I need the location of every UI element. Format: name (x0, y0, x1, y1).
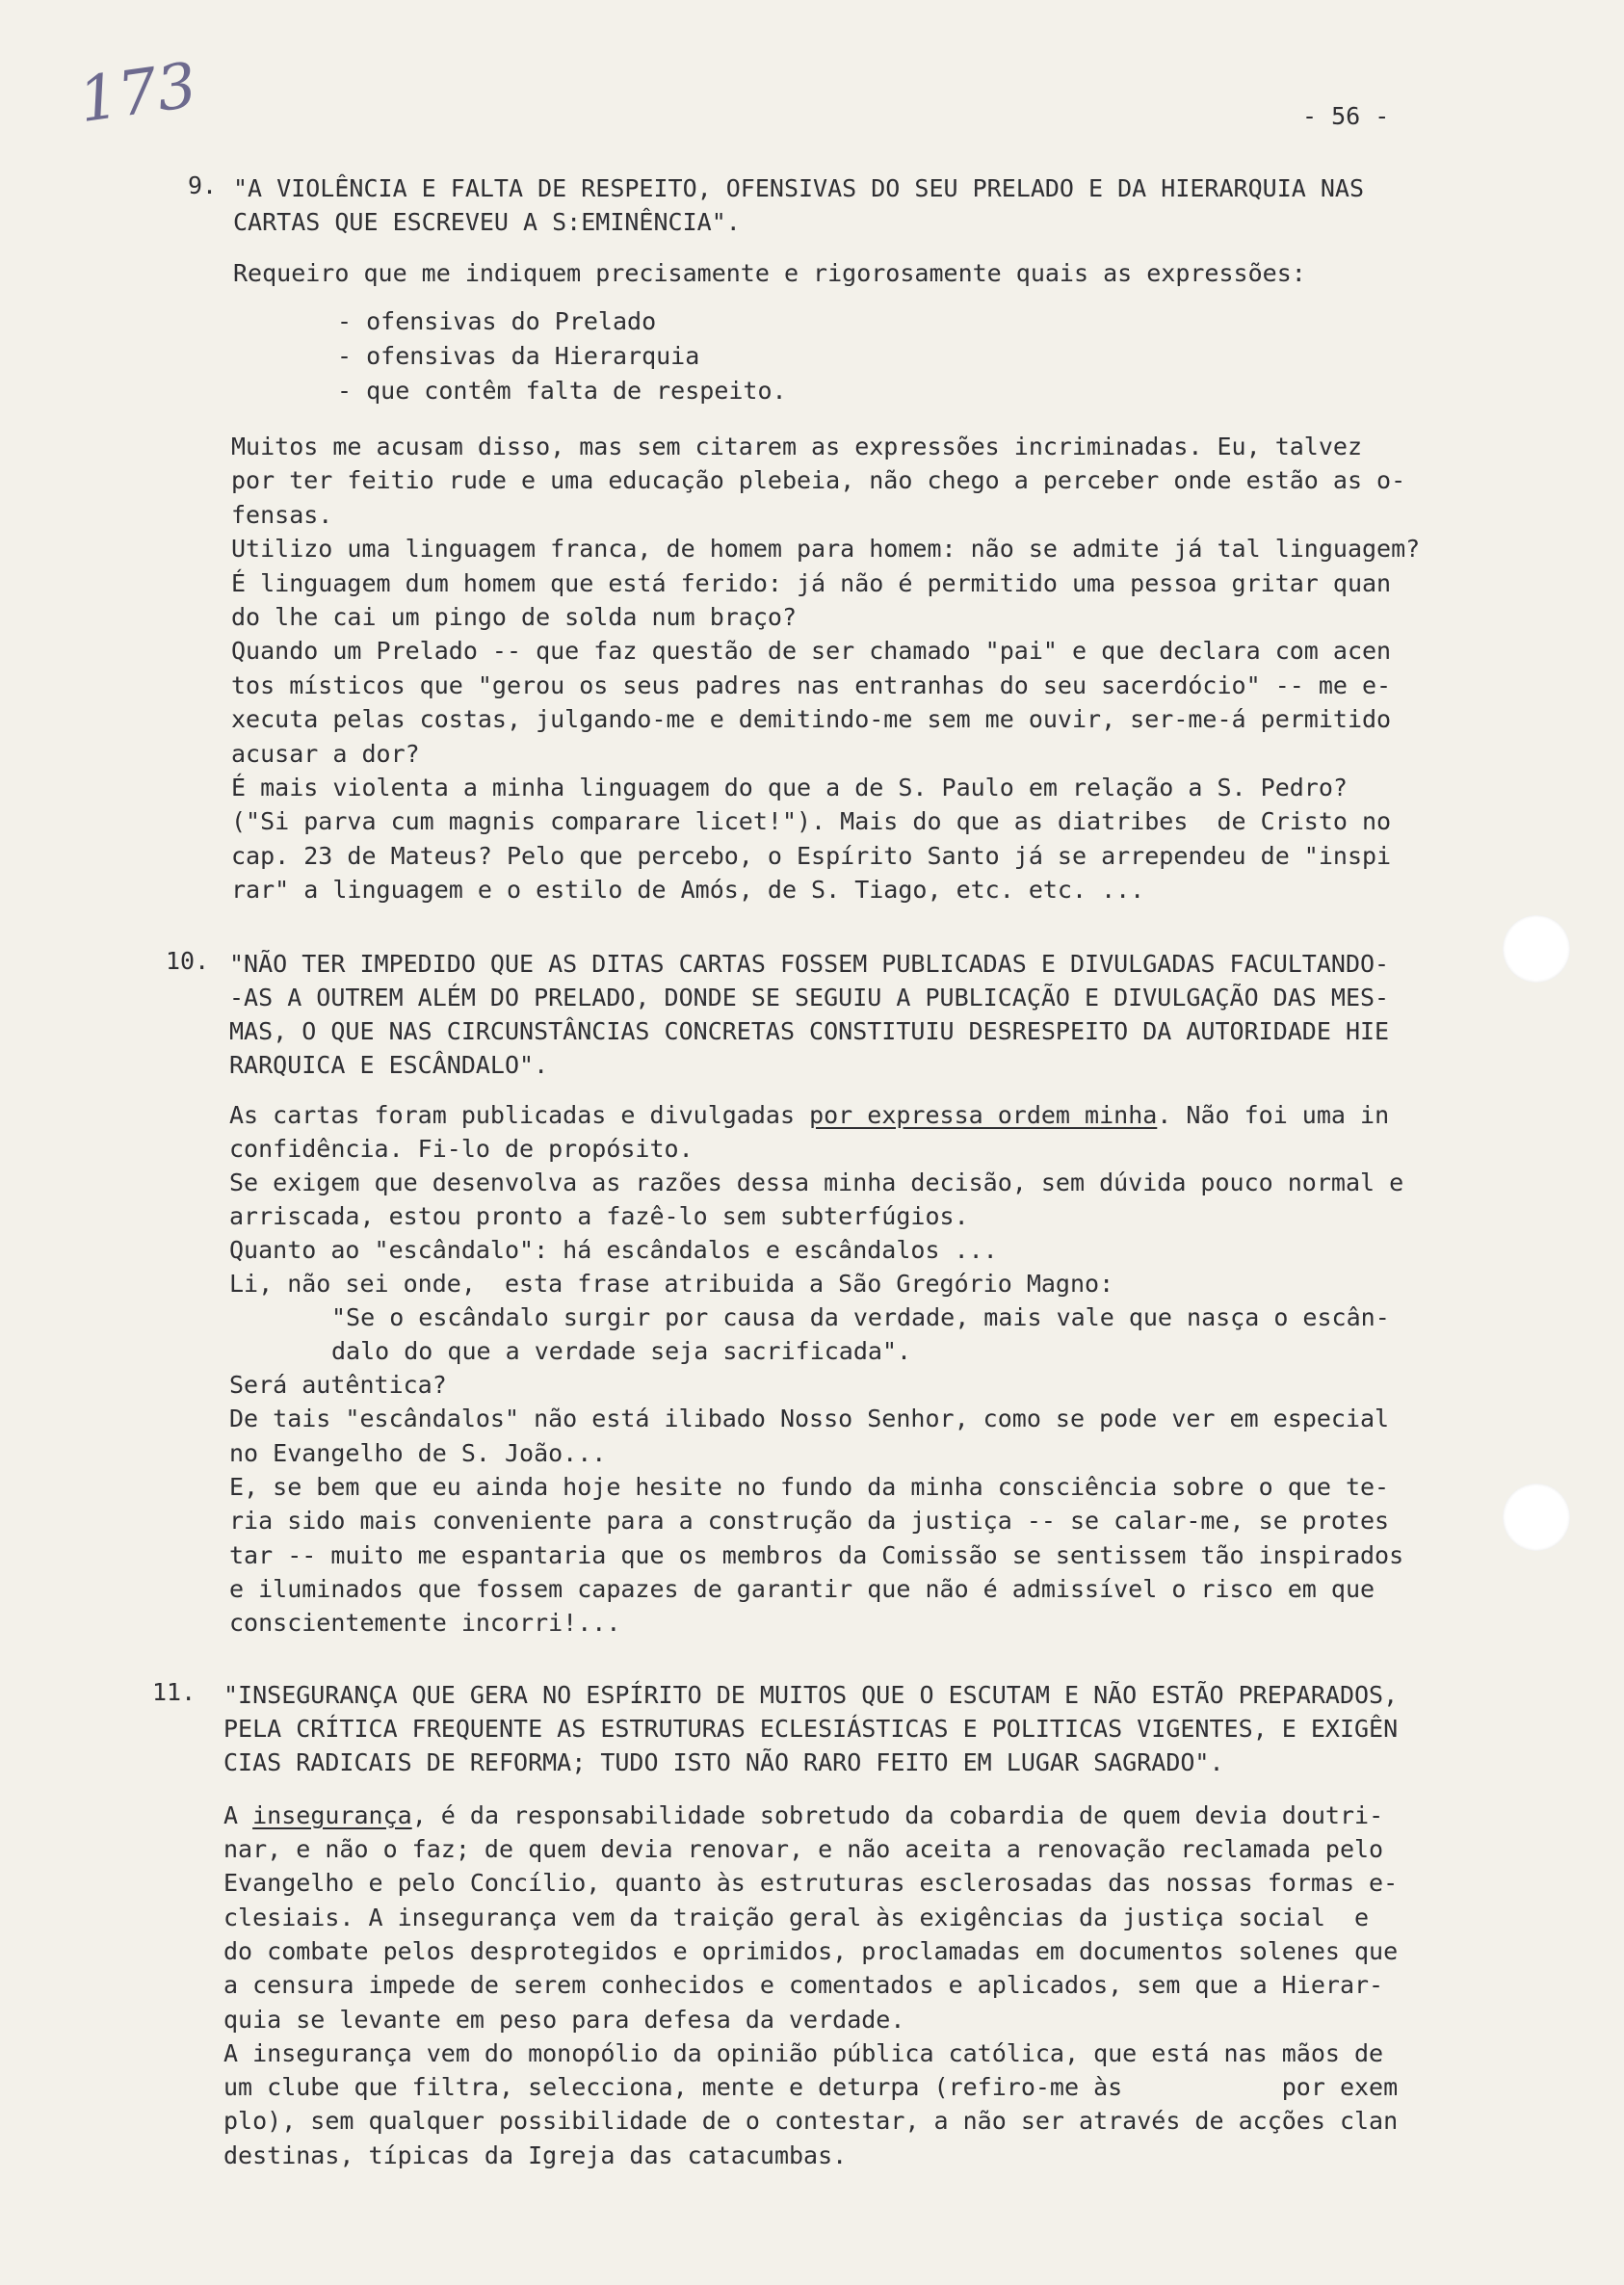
list-item: - ofensivas do Prelado (337, 307, 657, 335)
paragraph-line: acusar a dor? (231, 739, 420, 768)
paragraph-line: tar -- muito me espantaria que os membros da Comissão se sentissem tão inspirados (229, 1540, 1404, 1569)
section-heading-line: MAS, O QUE NAS CIRCUNSTÂNCIAS CONCRETAS CONSTITUIU DESRESPEITO DA AUTORIDADE HIE (229, 1017, 1390, 1045)
paragraph-line: confidência. Fi-lo de propósito. (229, 1135, 694, 1163)
paragraph-line: arriscada, estou pronto a fazê-lo sem subterfúgios. (229, 1202, 969, 1230)
paragraph-line: A insegurança vem do monopólio da opinião pública católica, que está nas mãos de (223, 2038, 1384, 2067)
paragraph-line: nar, e não o faz; de quem devia renovar, e não aceita a renovação reclamada pelo (223, 1835, 1384, 1863)
section-heading-line: RARQUICA E ESCÂNDALO". (229, 1051, 549, 1079)
list-item: - ofensivas da Hierarquia (337, 342, 700, 370)
quote-line: dalo do que a verdade seja sacrificada". (331, 1337, 912, 1365)
section-heading-line: "INSEGURANÇA QUE GERA NO ESPÍRITO DE MUITOS QUE O ESCUTAM E NÃO ESTÃO PREPARADOS, (223, 1681, 1399, 1709)
section-heading-line: CARTAS QUE ESCREVEU A S:EMINÊNCIA". (233, 208, 741, 236)
quote-line: "Se o escândalo surgir por causa da verdade, mais vale que nasça o escân- (331, 1303, 1390, 1331)
section-heading-line: CIAS RADICAIS DE REFORMA; TUDO ISTO NÃO RARO FEITO EM LUGAR SAGRADO". (223, 1748, 1224, 1776)
underlined-word: insegurança (252, 1801, 412, 1829)
paragraph-line: É linguagem dum homem que está ferido: já não é permitido uma pessoa gritar quan (231, 568, 1392, 597)
paragraph-line: Li, não sei onde, esta frase atribuida a São Gregório Magno: (229, 1270, 1114, 1298)
paragraph-line: Se exigem que desenvolva as razões dessa minha decisão, sem dúvida pouco normal e (229, 1169, 1404, 1196)
section-heading-line: "NÃO TER IMPEDIDO QUE AS DITAS CARTAS FOSSEM PUBLICADAS E DIVULGADAS FACULTANDO- (229, 950, 1390, 978)
punch-hole (1503, 915, 1570, 983)
section-heading-line: "A VIOLÊNCIA E FALTA DE RESPEITO, OFENSIVAS DO SEU PRELADO E DA HIERARQUIA NAS (233, 174, 1364, 202)
page-number: - 56 - (1302, 102, 1390, 130)
paragraph-line: clesiais. A insegurança vem da traição geral às exigências da justiça social e (223, 1903, 1370, 1931)
document-page: 173 - 56 - 9. "A VIOLÊNCIA E FALTA DE RESPEITO, OFENSIVAS DO SEU PRELADO E DA HIERARQUIA NAS CARTAS QUE ESCREVEU A S:EMINÊNCIA". Requeiro que me indiquem precisamente e rigorosamente quais as expressões: - ofensivas do Prelado - ofensivas da Hierarquia - que contêm falta de respeito. Muitos me acusam disso, mas sem citarem as expressões incriminadas. Eu, talvez por ter feitio rude e uma educação plebeia, não chego a perceber onde estão as o- fensas. Utilizo uma linguagem franca, de homem para homem: não se admite já tal linguagem? É linguagem dum homem que está ferido: já não é permitido uma pessoa gritar quan do lhe cai um pingo de solda num braço? Quando um Prelado -- que faz questão de ser chamado "pai" e que declara com acen tos místicos que "gerou os seus padres nas entranhas do seu sacerdócio" -- me e- xecuta pelas costas, julgando-me e demitindo-me sem me ouvir, ser-me-á permitido acusar a dor? É mais violenta a minha linguagem do que a de S. Paulo em relação a S. Pedro? ("Si parva cum magnis comparare licet!"). Mais do que as diatribes de Cristo no cap. 23 de Mateus? Pelo que percebo, o Espírito Santo já se arrependeu de "inspi rar" a linguagem e o estilo de Amós, de S. Tiago, etc. etc. ... 10. "NÃO TER IMPEDIDO QUE AS DITAS CARTAS FOSSEM PUBLICADAS E DIVULGADAS FACULTANDO- -AS A OUTREM ALÉM DO PRELADO, DONDE SE SEGUIU A PUBLICAÇÃO E DIVULGAÇÃO DAS MES- MAS, O QUE NAS CIRCUNSTÂNCIAS CONCRETAS CONSTITUIU DESRESPEITO DA AUTORIDADE HIE RARQUICA E ESCÂNDALO". As cartas foram publicadas e divulgadas por expressa ordem minha. Não foi uma in confidência. Fi-lo de propósito. Se exigem que desenvolva as razões dessa minha decisão, sem dúvida pouco normal e arriscada, estou pronto a fazê-lo sem subterfúgios. Quanto ao "escândalo": há escândalos e escândalos ... Li, não sei onde, esta frase atribuida a São Gregório Magno: "Se o escândalo surgir por causa da verdade, mais vale que nasça o escân- dalo do que a verdade seja sacrificada". Será autêntica? De tais "escândalos" não está ilibado Nosso Senhor, como se pode ver em especial no Evangelho de S. João... E, se bem que eu ainda hoje hesite no fundo da minha consciência sobre o que te- ria sido mais conveniente para a construção da justiça -- se calar-me, se protes tar -- muito me espantaria que os membros da Comissão se sentissem tão inspirados e iluminados que fossem capazes de garantir que não é admissível o risco em que conscientemente incorri!... 11. "INSEGURANÇA QUE GERA NO ESPÍRITO DE MUITOS QUE O ESCUTAM E NÃO ESTÃO PREPARADOS, PELA CRÍTICA FREQUENTE AS ESTRUTURAS ECLESIÁSTICAS E POLITICAS VIGENTES, E EXIGÊN CIAS RADICAIS DE REFORMA; TUDO ISTO NÃO RARO FEITO EM LUGAR SAGRADO". A insegurança, é da responsabilidade sobretudo da cobardia de quem devia doutri- nar, e não o faz; de quem devia renovar, e não aceita a renovação reclamada pelo Evangelho e pelo Concílio, quanto às estruturas esclerosadas das nossas formas e- clesiais. A insegurança vem da traição geral às exigências da justiça social e do combate pelos desprotegidos e oprimidos, proclamadas em documentos solenes que a censura impede de serem conhecidos e comentados e aplicados, sem que a Hierar- quia se levante em peso para defesa da verdade. A insegurança vem do monopólio da opinião pública católica, que está nas mãos de um clube que filtra, selecciona, mente e deturpa (refiro-me às por exem plo), sem qualquer possibilidade de o contestar, a não ser através de acções clan destinas, típicas da Igreja das catacumbas. (0, 0, 1624, 2285)
paragraph-line: do lhe cai um pingo de solda num braço? (231, 603, 797, 631)
paragraph-line: ria sido mais conveniente para a construção da justiça -- se calar-me, se protes (229, 1507, 1390, 1536)
list-item: - que contêm falta de respeito. (337, 377, 787, 405)
paragraph-line: tos místicos que "gerou os seus padres nas entranhas do seu sacerdócio" -- me e- (231, 670, 1392, 699)
paragraph-line: quia se levante em peso para defesa da verdade. (223, 2005, 905, 2034)
paragraph-line: Quando um Prelado -- que faz questão de ser chamado "pai" e que declara com acen (231, 637, 1392, 666)
punch-hole (1503, 1484, 1570, 1551)
paragraph-line: destinas, típicas da Igreja das catacumbas. (223, 2141, 848, 2169)
paragraph-line: Quanto ao "escândalo": há escândalos e escândalos ... (229, 1236, 998, 1264)
paragraph-line: do combate pelos desprotegidos e oprimidos, proclamadas em documentos solenes que (223, 1936, 1399, 1965)
paragraph-line: Utilizo uma linguagem franca, de homem para homem: não se admite já tal linguagem? (231, 535, 1421, 564)
paragraph-line: xecuta pelas costas, julgando-me e demitindo-me sem me ouvir, ser-me-á permitido (231, 705, 1392, 734)
paragraph-line: e iluminados que fossem capazes de garantir que não é admissível o risco em que (229, 1574, 1375, 1603)
paragraph-line: rar" a linguagem e o estilo de Amós, de S. Tiago, etc. etc. ... (231, 876, 1145, 905)
paragraph-line: A insegurança, é da responsabilidade sobretudo da cobardia de quem devia doutri- (223, 1801, 1384, 1829)
section-heading-line: PELA CRÍTICA FREQUENTE AS ESTRUTURAS ECLESIÁSTICAS E POLITICAS VIGENTES, E EXIGÊN (223, 1715, 1399, 1743)
paragraph-line: fensas. (231, 500, 333, 529)
paragraph-line: E, se bem que eu ainda hoje hesite no fundo da minha consciência sobre o que te- (229, 1472, 1390, 1501)
paragraph-line: Será autêntica? (229, 1371, 447, 1399)
paragraph-line: Evangelho e pelo Concílio, quanto às estruturas esclerosadas das nossas formas e- (223, 1869, 1399, 1898)
paragraph-line: As cartas foram publicadas e divulgadas por expressa ordem minha. Não foi uma in (229, 1101, 1390, 1129)
paragraph-line: no Evangelho de S. João... (229, 1438, 607, 1467)
paragraph-line: a censura impede de serem conhecidos e comentados e aplicados, sem que a Hierar- (223, 1971, 1384, 2000)
underlined-phrase: por expressa ordem minha (809, 1101, 1158, 1129)
paragraph-line: um clube que filtra, selecciona, mente e deturpa (refiro-me às por exem (223, 2073, 1399, 2102)
handwritten-page-number: 173 (74, 49, 201, 138)
section-heading-line: -AS A OUTREM ALÉM DO PRELADO, DONDE SE SEGUIU A PUBLICAÇÃO E DIVULGAÇÃO DAS MES- (229, 984, 1390, 1011)
paragraph-line: Muitos me acusam disso, mas sem citarem as expressões incriminadas. Eu, talvez (231, 433, 1362, 460)
paragraph-line: ("Si parva cum magnis comparare licet!"). Mais do que as diatribes de Cristo no (231, 807, 1392, 836)
paragraph-line: É mais violenta a minha linguagem do que a de S. Paulo em relação a S. Pedro? (231, 774, 1348, 801)
paragraph-line: plo), sem qualquer possibilidade de o contestar, a não ser através de acções clan (223, 2107, 1399, 2136)
paragraph-line: cap. 23 de Mateus? Pelo que percebo, o Espírito Santo já se arrependeu de "inspi (231, 841, 1392, 870)
paragraph-line: por ter feitio rude e uma educação plebeia, não chego a perceber onde estão as o- (231, 466, 1406, 495)
paragraph-line: De tais "escândalos" não está ilibado Nosso Senhor, como se pode ver em especial (229, 1405, 1390, 1433)
paragraph-line: Requeiro que me indiquem precisamente e rigorosamente quais as expressões: (233, 259, 1306, 287)
paragraph-line: conscientemente incorri!... (229, 1609, 621, 1638)
